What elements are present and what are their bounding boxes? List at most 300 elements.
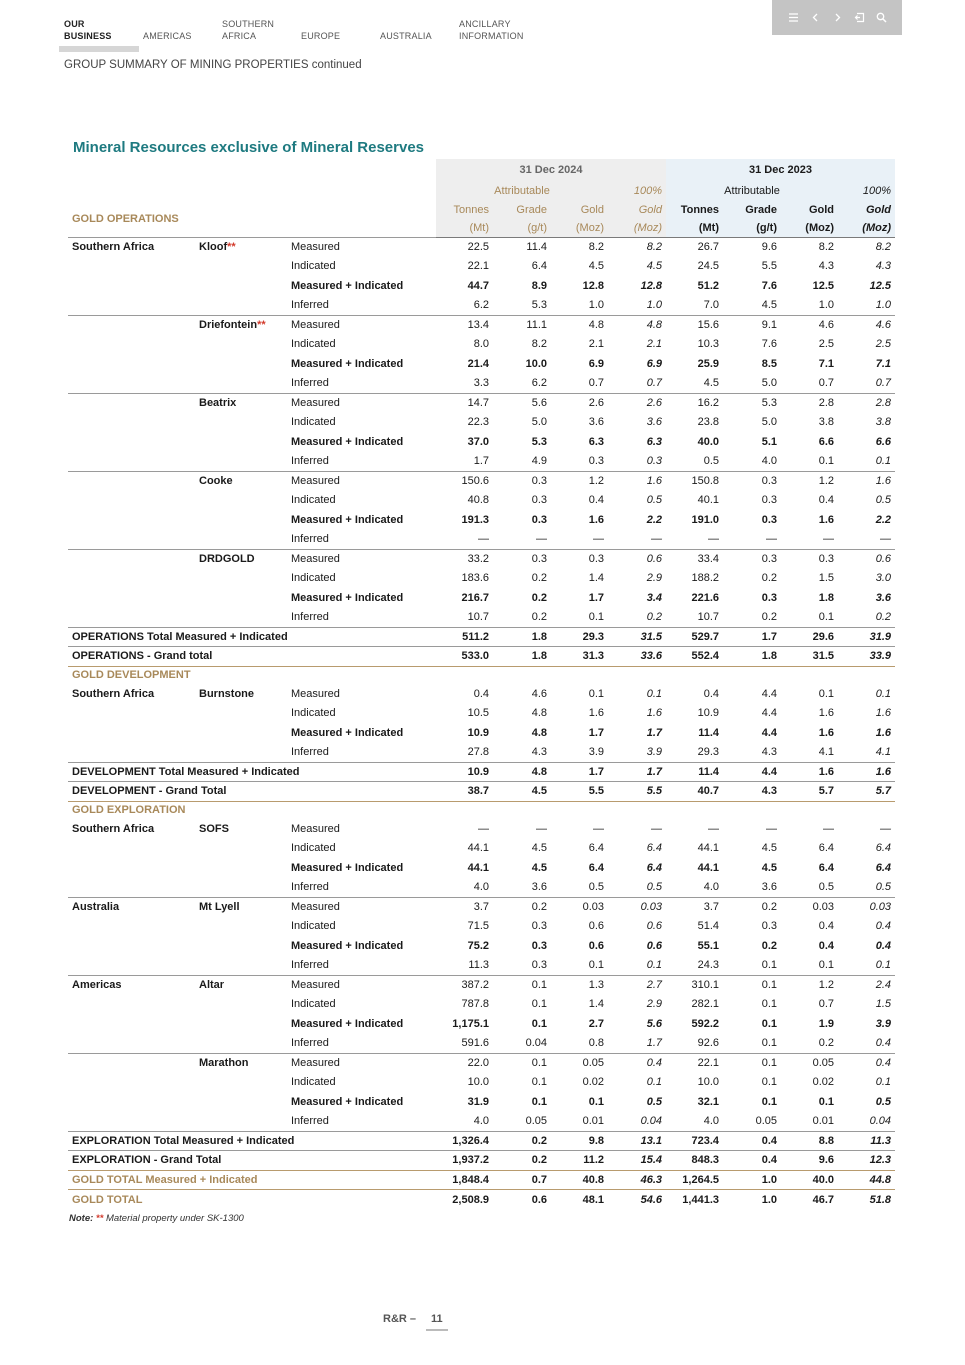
- total-row: [68, 627, 895, 647]
- value-cell: 0.7: [875, 377, 891, 389]
- property-name: Cooke: [199, 475, 233, 487]
- value-cell: 32.1: [697, 1095, 719, 1108]
- value-cell: 4.3: [531, 746, 547, 758]
- category-cell: Indicated: [291, 1076, 336, 1089]
- value-cell: 533.0: [436, 647, 493, 667]
- material-star: **: [257, 319, 266, 331]
- property-cell: [195, 858, 287, 878]
- value-cell: 12.5: [812, 279, 834, 292]
- note-text: Material property under SK-1300: [103, 1213, 244, 1224]
- value-cell: 1.6: [781, 762, 838, 782]
- value-cell: 0.6: [588, 920, 604, 933]
- category-cell: Inferred: [291, 377, 329, 389]
- region-cell: [68, 936, 195, 956]
- value-cell: 1.2: [781, 471, 838, 491]
- property-name: Mt Lyell: [199, 901, 240, 913]
- region-cell: [68, 608, 195, 628]
- table-row: [68, 374, 895, 394]
- value-cell: 13.1: [608, 1131, 666, 1151]
- table-row: [68, 878, 895, 898]
- table-row: [68, 743, 895, 763]
- value-cell: 0.1: [761, 1017, 777, 1030]
- value-cell: 1.2: [551, 471, 608, 491]
- value-cell: 282.1: [691, 998, 719, 1011]
- region-cell: Americas: [68, 975, 195, 995]
- value-cell: 0.2: [761, 611, 777, 623]
- value-cell: 92.6: [697, 1037, 719, 1049]
- value-cell: —: [651, 822, 662, 835]
- category-cell: Measured + Indicated: [291, 513, 404, 526]
- value-cell: 0.3: [761, 513, 777, 526]
- value-cell: 1.0: [875, 299, 891, 311]
- category-cell: Measured: [287, 897, 436, 917]
- value-cell: 0.3: [761, 494, 777, 507]
- value-cell: 51.4: [697, 920, 719, 933]
- value-cell: 9.6: [781, 1151, 838, 1171]
- value-cell: 8.2: [551, 237, 608, 257]
- category-cell: Inferred: [291, 746, 329, 758]
- value-cell: 10.9: [436, 762, 493, 782]
- value-cell: 6.4: [875, 861, 891, 874]
- value-cell: 7.6: [761, 338, 777, 351]
- value-cell: 1,848.4: [436, 1170, 493, 1190]
- value-cell: 1.5: [818, 572, 834, 585]
- value-cell: 6.4: [588, 842, 604, 855]
- col-top-3: Gold: [551, 201, 608, 219]
- value-cell: 22.0: [436, 1053, 493, 1073]
- table-row: [68, 975, 895, 995]
- value-cell: 2.5: [818, 338, 834, 351]
- note-label: Note:: [69, 1213, 94, 1224]
- value-cell: 4.4: [761, 707, 777, 720]
- value-cell: 0.4: [473, 687, 489, 700]
- value-cell: 4.8: [608, 315, 666, 335]
- table-row: [68, 296, 895, 316]
- col-bottom-7: (Moz): [781, 219, 838, 237]
- value-cell: 4.5: [703, 377, 719, 389]
- value-cell: 1.0: [723, 1190, 781, 1210]
- nav-americas[interactable]: AMERICAS: [143, 31, 192, 41]
- value-cell: 0.1: [493, 1053, 551, 1073]
- value-cell: 6.2: [531, 377, 547, 389]
- table-row: [68, 257, 895, 277]
- value-cell: 1,326.4: [436, 1131, 493, 1151]
- table-row: [68, 413, 895, 433]
- property-cell: [195, 588, 287, 608]
- value-cell: 46.7: [781, 1190, 838, 1210]
- value-cell: 5.0: [761, 416, 777, 429]
- value-cell: 0.1: [875, 959, 891, 971]
- value-cell: —: [708, 533, 719, 545]
- value-cell: 0.7: [646, 377, 662, 389]
- value-cell: —: [593, 822, 604, 835]
- value-cell: 0.5: [646, 494, 662, 507]
- value-cell: 2.2: [646, 513, 662, 526]
- value-cell: 11.2: [551, 1151, 608, 1171]
- value-cell: 29.3: [551, 627, 608, 647]
- region-cell: [68, 296, 195, 316]
- table-row: [68, 897, 895, 917]
- value-cell: 1.8: [493, 627, 551, 647]
- value-cell: —: [593, 533, 604, 545]
- value-cell: 38.7: [436, 782, 493, 802]
- col-top-2: Grade: [493, 201, 551, 219]
- value-cell: 1.6: [818, 513, 834, 526]
- value-cell: 0.5: [875, 881, 891, 893]
- total-label: DEVELOPMENT Total Measured + Indicated: [68, 762, 436, 782]
- hundred-2023: 100%: [838, 180, 895, 201]
- value-cell: 0.5: [646, 1095, 662, 1108]
- value-cell: 150.8: [666, 471, 723, 491]
- value-cell: 16.2: [666, 393, 723, 413]
- subtitle-main: GROUP SUMMARY OF MINING PROPERTIES: [64, 59, 309, 71]
- value-cell: 191.3: [461, 513, 489, 526]
- value-cell: 0.7: [818, 377, 834, 389]
- property-cell: [195, 413, 287, 433]
- value-cell: 0.3: [723, 549, 781, 569]
- value-cell: —: [536, 822, 547, 835]
- value-cell: 10.7: [467, 611, 489, 623]
- value-cell: 11.3: [838, 1131, 895, 1151]
- value-cell: 0.1: [723, 1053, 781, 1073]
- value-cell: 4.3: [818, 260, 834, 273]
- category-cell: Measured: [287, 1053, 436, 1073]
- value-cell: 0.1: [531, 1095, 547, 1108]
- value-cell: 1.6: [588, 707, 604, 720]
- value-cell: 2,508.9: [436, 1190, 493, 1210]
- value-cell: 1.4: [588, 998, 604, 1011]
- category-cell: Indicated: [291, 572, 336, 585]
- value-cell: —: [880, 822, 891, 835]
- category-cell: Measured: [287, 471, 436, 491]
- value-cell: 1.7: [646, 1037, 662, 1049]
- prev-icon[interactable]: [809, 11, 822, 24]
- value-cell: 0.4: [723, 1151, 781, 1171]
- value-cell: 1.8: [493, 647, 551, 667]
- value-cell: 8.9: [531, 279, 547, 292]
- col-bottom-2: (g/t): [493, 219, 551, 237]
- value-cell: 3.9: [875, 1017, 891, 1030]
- value-cell: 13.4: [436, 315, 493, 335]
- value-cell: 8.0: [473, 338, 489, 351]
- value-cell: 4.5: [493, 782, 551, 802]
- value-cell: 0.5: [875, 1095, 891, 1108]
- value-cell: 183.6: [461, 572, 489, 585]
- value-cell: 10.0: [697, 1076, 719, 1089]
- property-cell: [195, 237, 287, 257]
- col-bottom-5: (Mt): [666, 219, 723, 237]
- value-cell: 33.2: [436, 549, 493, 569]
- section-row: [68, 801, 895, 819]
- value-cell: 1.5: [875, 998, 891, 1011]
- value-cell: 44.1: [467, 842, 489, 855]
- value-cell: 3.4: [646, 591, 662, 604]
- total-row: [68, 782, 895, 802]
- value-cell: 0.3: [781, 549, 838, 569]
- value-cell: 4.4: [761, 726, 777, 739]
- category-cell: Indicated: [291, 416, 336, 429]
- value-cell: 7.6: [761, 279, 777, 292]
- value-cell: 4.0: [473, 881, 489, 893]
- value-cell: 0.6: [646, 920, 662, 933]
- category-cell: Indicated: [291, 920, 336, 933]
- value-cell: 0.04: [525, 1037, 547, 1049]
- value-cell: 0.6: [493, 1190, 551, 1210]
- value-cell: 0.05: [755, 1115, 777, 1127]
- value-cell: 31.5: [781, 647, 838, 667]
- property-name: Kloof: [199, 241, 228, 253]
- value-cell: 0.01: [582, 1115, 604, 1127]
- header-row-basis: [68, 180, 895, 201]
- value-cell: 0.1: [531, 998, 547, 1011]
- value-cell: 33.4: [666, 549, 723, 569]
- value-cell: 10.3: [697, 338, 719, 351]
- total-label: OPERATIONS - Grand total: [68, 647, 436, 667]
- region-cell: [68, 743, 195, 763]
- property-cell: [195, 1053, 287, 1073]
- total-row: [68, 1131, 895, 1151]
- value-cell: 592.2: [691, 1017, 719, 1030]
- table-row: [68, 608, 895, 628]
- footnote: [69, 1213, 244, 1224]
- value-cell: 0.1: [818, 959, 834, 971]
- period-2023: 31 Dec 2023: [666, 159, 895, 180]
- region-cell: [68, 1073, 195, 1093]
- property-cell: [195, 1112, 287, 1132]
- col-bottom-8: (Moz): [838, 219, 895, 237]
- value-cell: 1.8: [723, 647, 781, 667]
- value-cell: 6.4: [646, 861, 662, 874]
- value-cell: 4.9: [531, 455, 547, 467]
- value-cell: 29.6: [781, 627, 838, 647]
- page-subtitle: [64, 59, 362, 71]
- property-name: Beatrix: [199, 397, 237, 409]
- value-cell: 4.0: [703, 881, 719, 893]
- value-cell: 11.1: [493, 315, 551, 335]
- value-cell: 3.8: [818, 416, 834, 429]
- value-cell: 40.1: [697, 494, 719, 507]
- value-cell: 37.0: [467, 435, 489, 448]
- value-cell: 1.3: [551, 975, 608, 995]
- value-cell: 0.2: [875, 611, 891, 623]
- value-cell: 40.0: [781, 1170, 838, 1190]
- value-cell: 0.3: [646, 455, 662, 467]
- value-cell: 0.2: [531, 591, 547, 604]
- region-cell: [68, 858, 195, 878]
- table-row: [68, 588, 895, 608]
- value-cell: 40.8: [551, 1170, 608, 1190]
- value-cell: 0.5: [646, 881, 662, 893]
- value-cell: 4.4: [761, 687, 777, 700]
- category-cell: Indicated: [291, 842, 336, 855]
- value-cell: 0.1: [493, 975, 551, 995]
- value-cell: 0.3: [531, 920, 547, 933]
- table-row: [68, 1092, 895, 1112]
- category-cell: Measured + Indicated: [291, 939, 404, 952]
- value-cell: 11.4: [698, 726, 719, 739]
- value-cell: 1.7: [588, 726, 604, 739]
- value-cell: 1.6: [875, 726, 891, 739]
- category-cell: Inferred: [291, 611, 329, 623]
- menu-icon[interactable]: [787, 11, 800, 24]
- value-cell: 0.03: [551, 897, 608, 917]
- value-cell: 0.3: [531, 513, 547, 526]
- value-cell: 1.7: [551, 762, 608, 782]
- value-cell: —: [823, 822, 834, 835]
- value-cell: 4.3: [723, 782, 781, 802]
- category-cell: Inferred: [291, 959, 329, 971]
- value-cell: 0.1: [588, 959, 604, 971]
- property-cell: [195, 1014, 287, 1034]
- col-bottom-4: (Moz): [608, 219, 666, 237]
- value-cell: 40.8: [467, 494, 489, 507]
- value-cell: 2.9: [646, 572, 662, 585]
- property-name: Altar: [199, 979, 225, 991]
- value-cell: 1.6: [588, 513, 604, 526]
- category-cell: Measured + Indicated: [291, 861, 404, 874]
- total-row: [68, 1190, 895, 1210]
- property-cell: [195, 995, 287, 1015]
- period-2024: 31 Dec 2024: [436, 159, 666, 180]
- section-label: GOLD EXPLORATION: [68, 801, 895, 819]
- value-cell: 591.6: [461, 1037, 489, 1049]
- value-cell: 0.5: [588, 881, 604, 893]
- value-cell: 5.3: [723, 393, 781, 413]
- value-cell: 24.3: [697, 959, 719, 971]
- category-cell: Measured: [291, 687, 340, 700]
- nav-ancillary-information[interactable]: ANCILLARY INFORMATION: [459, 19, 524, 41]
- value-cell: 5.5: [608, 782, 666, 802]
- next-icon[interactable]: [831, 11, 844, 24]
- value-cell: 3.6: [761, 881, 777, 893]
- col-bottom-1: (Mt): [436, 219, 493, 237]
- value-cell: 0.2: [531, 611, 547, 623]
- value-cell: 1,937.2: [436, 1151, 493, 1171]
- value-cell: 1.7: [646, 726, 662, 739]
- value-cell: 4.6: [838, 315, 895, 335]
- value-cell: 1.2: [781, 975, 838, 995]
- nav-australia[interactable]: AUSTRALIA: [380, 31, 432, 41]
- search-icon[interactable]: [875, 11, 888, 24]
- value-cell: 75.2: [467, 939, 489, 952]
- property-cell: [195, 432, 287, 452]
- value-cell: 0.7: [818, 998, 834, 1011]
- category-cell: Measured: [287, 393, 436, 413]
- value-cell: —: [766, 533, 777, 545]
- value-cell: 5.7: [838, 782, 895, 802]
- value-cell: 0.1: [531, 1076, 547, 1089]
- table-heading: Mineral Resources exclusive of Mineral Reserves: [73, 139, 425, 156]
- property-cell: [195, 704, 287, 724]
- col-top-4: Gold: [608, 201, 666, 219]
- category-cell: Measured + Indicated: [291, 357, 404, 370]
- category-cell: Measured: [287, 315, 436, 335]
- value-cell: 0.1: [588, 687, 604, 700]
- value-cell: 2.1: [588, 338, 604, 351]
- value-cell: 0.3: [551, 549, 608, 569]
- region-cell: [68, 530, 195, 550]
- value-cell: 6.6: [875, 435, 891, 448]
- value-cell: 6.4: [531, 260, 547, 273]
- category-cell: Inferred: [291, 881, 329, 893]
- region-cell: [68, 569, 195, 589]
- page-number[interactable]: 11: [426, 1313, 448, 1331]
- region-cell: Southern Africa: [72, 822, 155, 835]
- value-cell: 12.5: [869, 279, 891, 292]
- value-cell: 4.0: [473, 1115, 489, 1127]
- page-footer: [383, 1313, 448, 1331]
- category-cell: Measured + Indicated: [291, 435, 404, 448]
- table-row: [68, 530, 895, 550]
- nav-our-business[interactable]: OUR BUSINESS: [64, 19, 112, 41]
- value-cell: —: [823, 533, 834, 545]
- value-cell: 5.3: [531, 299, 547, 311]
- category-cell: Indicated: [291, 707, 336, 720]
- value-cell: 0.3: [531, 494, 547, 507]
- table-row: [68, 452, 895, 472]
- region-cell: [68, 549, 195, 569]
- value-cell: 1.0: [723, 1170, 781, 1190]
- value-cell: 46.3: [608, 1170, 666, 1190]
- value-cell: 0.04: [869, 1115, 891, 1127]
- property-cell: [195, 819, 287, 839]
- value-cell: 5.1: [761, 435, 777, 448]
- back-icon[interactable]: [853, 11, 866, 24]
- value-cell: 1.8: [818, 591, 834, 604]
- value-cell: 1.7: [473, 455, 489, 467]
- total-row: [68, 1151, 895, 1171]
- value-cell: 0.4: [723, 1131, 781, 1151]
- value-cell: 2.9: [646, 998, 662, 1011]
- value-cell: 6.4: [818, 842, 834, 855]
- value-cell: 15.4: [608, 1151, 666, 1171]
- col-bottom-6: (g/t): [723, 219, 781, 237]
- value-cell: 51.8: [838, 1190, 895, 1210]
- value-cell: 0.1: [646, 687, 662, 700]
- value-cell: 10.7: [697, 611, 719, 623]
- total-row: [68, 1170, 895, 1190]
- value-cell: 8.2: [531, 338, 547, 351]
- category-cell: Indicated: [291, 338, 336, 351]
- property-name: Driefontein: [199, 319, 258, 331]
- table-row: [68, 335, 895, 355]
- table-row: [68, 1053, 895, 1073]
- region-cell: Australia: [68, 897, 195, 917]
- value-cell: 387.2: [436, 975, 493, 995]
- value-cell: 552.4: [666, 647, 723, 667]
- category-cell: Measured + Indicated: [291, 1095, 404, 1108]
- value-cell: 4.5: [761, 842, 777, 855]
- value-cell: 0.4: [588, 494, 604, 507]
- value-cell: 191.0: [691, 513, 719, 526]
- value-cell: 4.8: [531, 707, 547, 720]
- col-top-7: Gold: [781, 201, 838, 219]
- region-cell: [68, 995, 195, 1015]
- value-cell: 0.2: [723, 897, 781, 917]
- value-cell: 1.7: [588, 591, 604, 604]
- value-cell: 6.9: [646, 357, 662, 370]
- nav-southern-africa[interactable]: SOUTHERN AFRICA: [222, 19, 275, 41]
- category-cell: Measured + Indicated: [291, 279, 404, 292]
- nav-europe[interactable]: EUROPE: [301, 31, 341, 41]
- value-cell: 44.1: [467, 861, 489, 874]
- table-row: [68, 1073, 895, 1093]
- value-cell: 4.6: [531, 687, 547, 700]
- table-row: [68, 839, 895, 859]
- section-row: [68, 666, 895, 684]
- table-row: [68, 549, 895, 569]
- value-cell: 0.3: [531, 959, 547, 971]
